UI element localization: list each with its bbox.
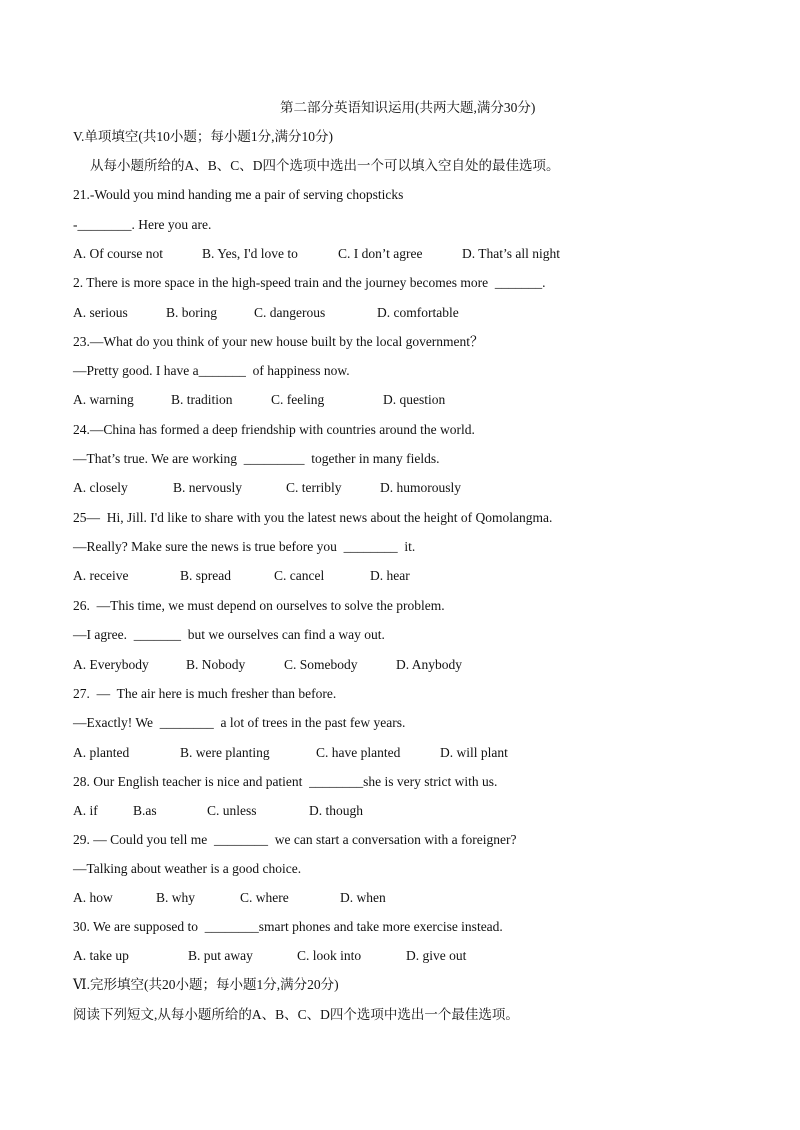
- question-26-option-d: D. Anybody: [396, 657, 463, 672]
- question-22-option-c: C. dangerous: [254, 305, 326, 320]
- question-23-option-c: C. feeling: [271, 392, 325, 407]
- question-28-line-1: 28. Our English teacher is nice and patient ________she is very strict with us.: [73, 774, 498, 789]
- question-24-option-c: C. terribly: [286, 480, 342, 495]
- question-21-line-2: -________. Here you are.: [73, 217, 212, 232]
- question-21-option-a: A. Of course not: [73, 246, 163, 261]
- question-24-option-a: A. closely: [73, 480, 128, 495]
- question-26-line-2: —I agree. _______ but we ourselves can find a way out.: [73, 627, 385, 642]
- question-23-option-d: D. question: [383, 392, 446, 407]
- question-30-line-1: 30. We are supposed to ________smart phones and take more exercise instead.: [73, 919, 503, 934]
- question-28-option-d: D. though: [309, 803, 363, 818]
- question-28-option-a: A. if: [73, 803, 98, 818]
- question-24-option-d: D. humorously: [380, 480, 461, 495]
- part-title: 第二部分英语知识运用(共两大题,满分30分): [280, 100, 536, 115]
- section-v-instruction: 从每小题所给的A、B、C、D四个选项中选出一个可以填入空自处的最佳选项。: [90, 158, 560, 173]
- question-21-option-d: D. That’s all night: [462, 246, 560, 261]
- question-21-option-c: C. I don’t agree: [338, 246, 423, 261]
- question-25-option-b: B. spread: [180, 568, 231, 583]
- section-vi-heading: Ⅵ.完形填空(共20小题；每小题1分,满分20分): [73, 977, 339, 992]
- question-24-line-1: 24.—China has formed a deep friendship with countries around the world.: [73, 422, 475, 437]
- question-29-line-1: 29. — Could you tell me ________ we can start a conversation with a foreigner?: [73, 832, 517, 847]
- question-30-option-a: A. take up: [73, 948, 129, 963]
- question-23-line-2: —Pretty good. I have a_______ of happiness now.: [73, 363, 350, 378]
- question-26-option-b: B. Nobody: [186, 657, 246, 672]
- question-30-option-c: C. look into: [297, 948, 362, 963]
- question-27-option-b: B. were planting: [180, 745, 270, 760]
- question-25-line-1: 25— Hi, Jill. I'd like to share with you the latest news about the height of Qomolangma.: [73, 510, 553, 525]
- question-29-line-2: —Talking about weather is a good choice.: [73, 861, 302, 876]
- question-28-option-b: B.as: [133, 803, 157, 818]
- question-24-line-2: —That’s true. We are working _________ together in many fields.: [73, 451, 440, 466]
- question-27-line-2: —Exactly! We ________ a lot of trees in the past few years.: [73, 715, 406, 730]
- question-29-option-d: D. when: [340, 890, 386, 905]
- question-25-line-2: —Really? Make sure the news is true before you ________ it.: [73, 539, 416, 554]
- question-28-option-c: C. unless: [207, 803, 257, 818]
- question-30-option-b: B. put away: [188, 948, 253, 963]
- question-29-option-c: C. where: [240, 890, 289, 905]
- question-25-option-a: A. receive: [73, 568, 129, 583]
- question-24-option-b: B. nervously: [173, 480, 242, 495]
- question-26-option-c: C. Somebody: [284, 657, 358, 672]
- question-22-line-1: 2. There is more space in the high-speed train and the journey becomes more _______.: [73, 275, 546, 290]
- question-21-line-1: 21.-Would you mind handing me a pair of serving chopsticks: [73, 187, 404, 202]
- question-25-option-c: C. cancel: [274, 568, 325, 583]
- question-29-option-a: A. how: [73, 890, 113, 905]
- question-27-option-a: A. planted: [73, 745, 130, 760]
- question-25-option-d: D. hear: [370, 568, 410, 583]
- question-27-line-1: 27. — The air here is much fresher than before.: [73, 686, 337, 701]
- question-27-option-d: D. will plant: [440, 745, 508, 760]
- section-vi-instruction: 阅读下列短文,从每小题所给的A、B、C、D四个选项中选出一个最佳选项。: [73, 1007, 519, 1022]
- question-26-option-a: A. Everybody: [73, 657, 149, 672]
- question-29-option-b: B. why: [156, 890, 196, 905]
- question-23-option-a: A. warning: [73, 392, 134, 407]
- question-22-option-b: B. boring: [166, 305, 218, 320]
- question-23-line-1: 23.—What do you think of your new house built by the local government？: [73, 334, 484, 349]
- question-21-option-b: B. Yes, I'd love to: [202, 246, 298, 261]
- question-26-line-1: 26. —This time, we must depend on ourselves to solve the problem.: [73, 598, 445, 613]
- question-22-option-a: A. serious: [73, 305, 128, 320]
- question-27-option-c: C. have planted: [316, 745, 401, 760]
- question-23-option-b: B. tradition: [171, 392, 233, 407]
- question-30-option-d: D. give out: [406, 948, 467, 963]
- question-22-option-d: D. comfortable: [377, 305, 459, 320]
- section-v-heading: V.单项填空(共10小题；每小题1分,满分10分): [73, 129, 333, 144]
